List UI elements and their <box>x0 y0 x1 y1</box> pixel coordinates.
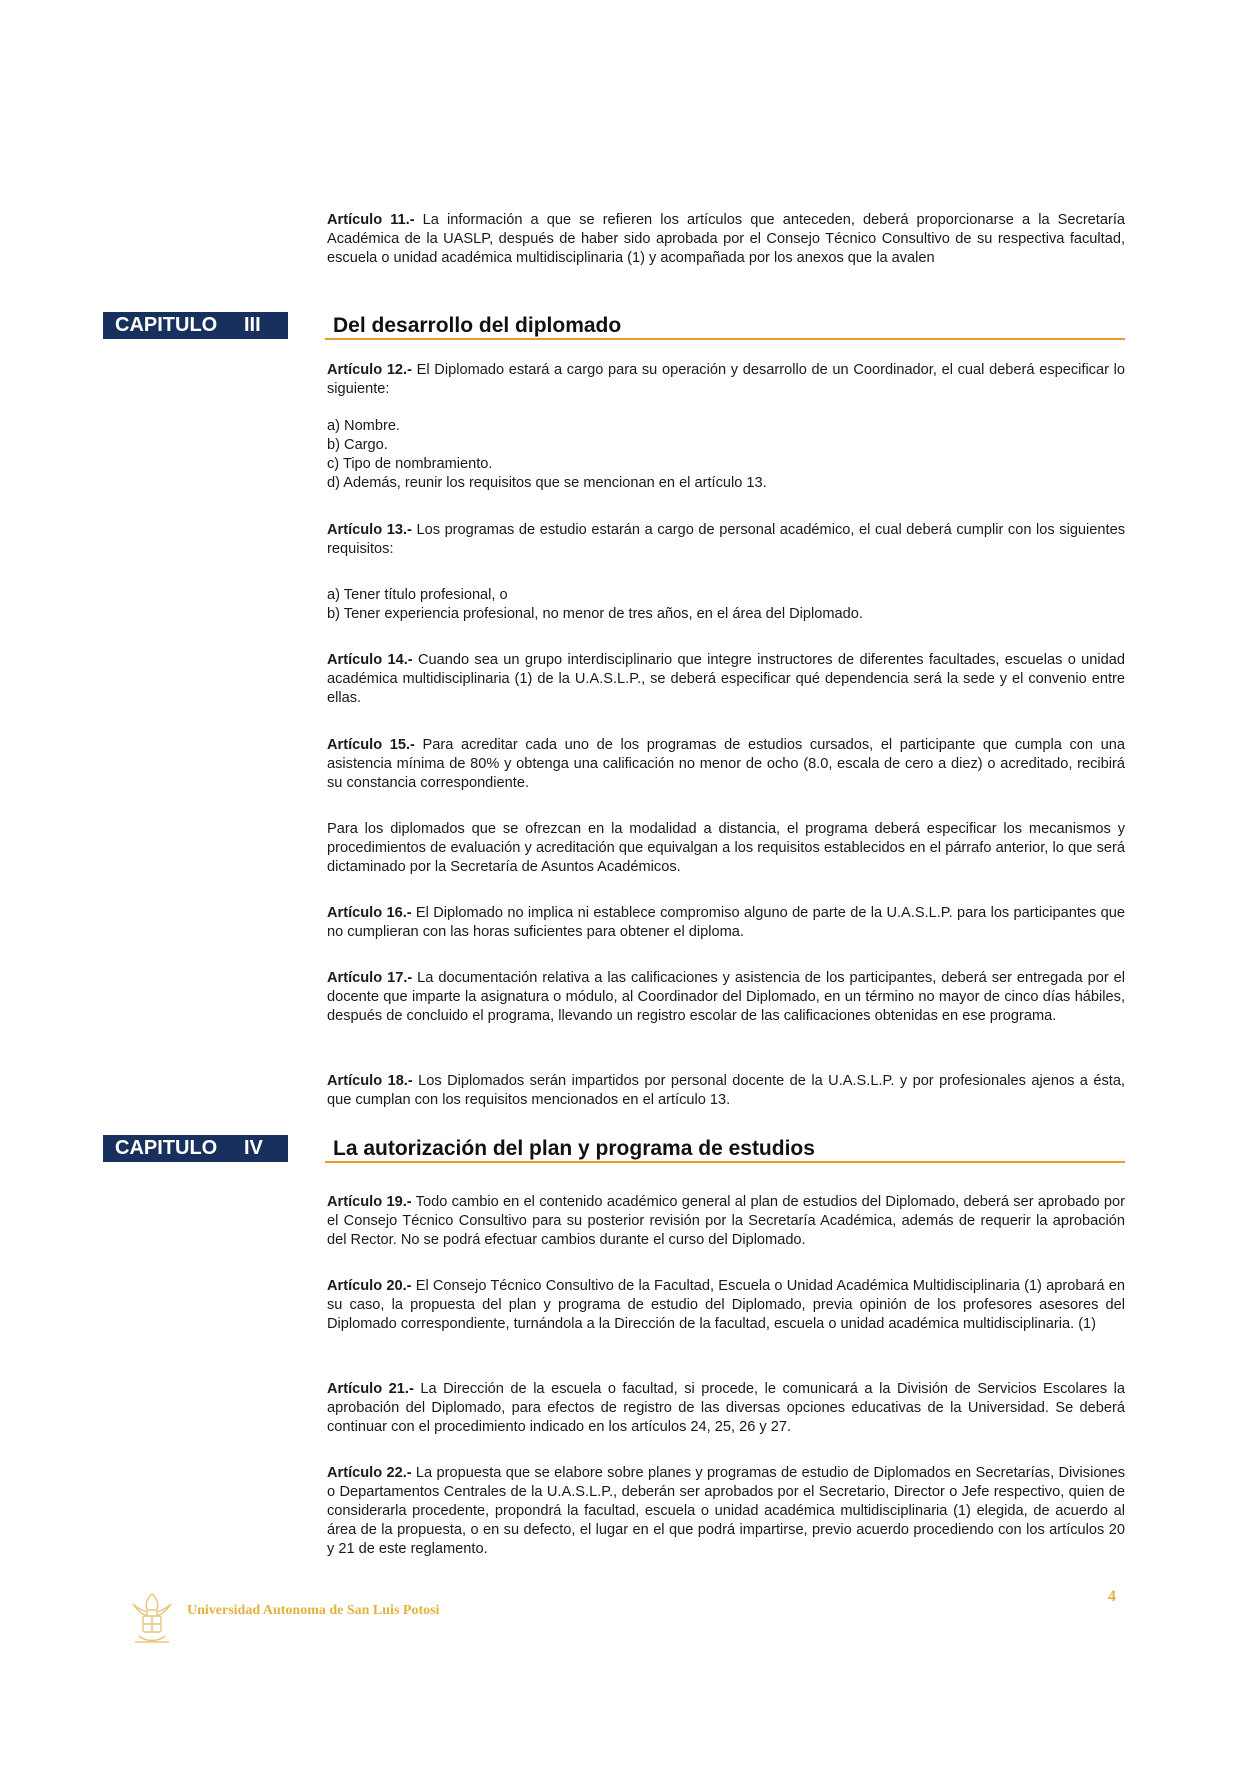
article-label: Artículo 14.- <box>327 652 413 668</box>
chapter-title: La autorización del plan y programa de estudios <box>333 1137 815 1160</box>
page-number: 4 <box>1108 1588 1116 1605</box>
article-21 <box>327 1380 1125 1437</box>
article-label: Artículo 17.- <box>327 970 413 986</box>
article-text: El Diplomado estará a cargo para su operación y desarrollo de un Coordinador, el cual deberá especificar lo siguiente: <box>327 362 1125 397</box>
list-item: a) Tener título profesional, o <box>327 587 508 603</box>
article-13-list <box>327 586 1125 624</box>
article-13 <box>327 521 1125 559</box>
article-16 <box>327 904 1125 942</box>
article-20 <box>327 1277 1125 1334</box>
chapter-number: III <box>244 314 261 336</box>
chapter-3-header <box>103 312 1125 350</box>
article-15 <box>327 736 1125 793</box>
article-label: Artículo 18.- <box>327 1073 413 1089</box>
article-label: Artículo 16.- <box>327 905 412 921</box>
chapter-4-header <box>103 1135 1125 1173</box>
article-label: Artículo 13.- <box>327 522 412 538</box>
article-label: Artículo 20.- <box>327 1278 412 1294</box>
article-text: El Diplomado no implica ni establece compromiso alguno de parte de la U.A.S.L.P. para los participantes que no cumplieran con las horas suficientes para obtener el diploma. <box>327 905 1125 940</box>
article-text: Los programas de estudio estarán a cargo de personal académico, el cual deberá cumplir con los siguientes requisitos: <box>327 522 1125 557</box>
article-label: Artículo 22.- <box>327 1465 412 1481</box>
article-text: La información a que se refieren los artículos que anteceden, deberá proporcionarse a la Secretaría Académica de la UASLP, después de haber sido aprobada por el Consejo Técnico Consultivo de su respectiva facultad, escuela o unidad académica multidisciplinaria (1) y acompañada por los anexos que la avalen <box>327 212 1125 266</box>
article-text: Cuando sea un grupo interdisciplinario que integre instructores de diferentes facultades, escuelas o unidad académica multidisciplinaria (1) de la U.A.S.L.P., se deberá especificar qué dependencia será la sede y el convenio entre ellas. <box>327 652 1125 706</box>
article-22 <box>327 1464 1125 1559</box>
article-17 <box>327 969 1125 1026</box>
chapter-number: IV <box>244 1137 263 1159</box>
university-name: Universidad Autonoma de San Luis Potosi <box>187 1603 440 1618</box>
chapter-label: CAPITULO <box>115 314 218 336</box>
article-text: Los Diplomados serán impartidos por personal docente de la U.A.S.L.P. y por profesionales ajenos a ésta, que cumplan con los requisitos mencionados en el artículo 13. <box>327 1073 1125 1108</box>
list-item: b) Cargo. <box>327 437 388 453</box>
chapter-label-box <box>103 312 288 339</box>
article-label: Artículo 11.- <box>327 212 415 228</box>
article-text: La documentación relativa a las calificaciones y asistencia de los participantes, deberá ser entregada por el docente que imparte la asignatura o módulo, al Coordinador del Diplomado, en un término no mayor de cinco días hábiles, después de concluido el programa, llevando un registro escolar de las calificaciones obtenidas en ese programa. <box>327 970 1125 1024</box>
chapter-title: Del desarrollo del diplomado <box>333 314 622 337</box>
list-item: b) Tener experiencia profesional, no menor de tres años, en el área del Diplomado. <box>327 606 863 622</box>
chapter-rule <box>325 338 1125 340</box>
article-label: Artículo 21.- <box>327 1381 414 1397</box>
article-19 <box>327 1193 1125 1250</box>
list-item: c) Tipo de nombramiento. <box>327 456 493 472</box>
article-text: Todo cambio en el contenido académico general al plan de estudios del Diplomado, deberá ser aprobado por el Consejo Técnico Consultivo para su posterior revisión por la Secretaría Académica, además de requerir la aprobación del Rector. No se podrá efectuar cambios durante el curso del Diplomado. <box>327 1194 1125 1248</box>
article-label: Artículo 12.- <box>327 362 412 378</box>
list-item: d) Además, reunir los requisitos que se mencionan en el artículo 13. <box>327 475 767 491</box>
article-12 <box>327 361 1125 399</box>
article-11 <box>327 211 1125 268</box>
chapter-rule <box>325 1161 1125 1163</box>
article-text: La propuesta que se elabore sobre planes y programas de estudio de Diplomados en Secretarías, Divisiones o Departamentos Centrales de la U.A.S.L.P., deberán ser aprobados por el Secretario, Director o Jefe respectivo, quien de considerarla procedente, propondrá la facultad, escuela o unidad académica multidisciplinaria (1) elegida, de acuerdo al área de la propuesta, o en su defecto, el lugar en el que podrá impartirse, previo acuerdo procediendo con los artículos 20 y 21 de este reglamento. <box>327 1465 1125 1557</box>
list-item: a) Nombre. <box>327 418 400 434</box>
article-text: El Consejo Técnico Consultivo de la Facultad, Escuela o Unidad Académica Multidisciplinaria (1) aprobará en su caso, la propuesta del plan y programa de estudio del Diplomado, previa opinión de los profesores asesores del Diplomado correspondiente, turnándola a la Dirección de la facultad, escuela o unidad académica multidisciplinaria. (1) <box>327 1278 1125 1332</box>
article-label: Artículo 19.- <box>327 1194 412 1210</box>
chapter-label: CAPITULO <box>115 1137 218 1159</box>
article-12-list <box>327 417 1125 493</box>
chapter-label-box <box>103 1135 288 1162</box>
article-text: Para acreditar cada uno de los programas de estudios cursados, el participante que cumpla con una asistencia mínima de 80% y obtenga una calificación no menor de ocho (8.0, escala de cero a diez) o acreditado, recibirá su constancia correspondiente. <box>327 737 1125 791</box>
article-18 <box>327 1072 1125 1110</box>
article-text: La Dirección de la escuela o facultad, si procede, le comunicará a la División de Servicios Escolares la aprobación del Diplomado, para efectos de registro de las diversas opciones educativas de la Universidad. Se deberá continuar con el procedimiento indicado en los artículos 24, 25, 26 y 27. <box>327 1381 1126 1435</box>
article-label: Artículo 15.- <box>327 737 415 753</box>
article-15-extra: Para los diplomados que se ofrezcan en la modalidad a distancia, el programa deberá especificar los mecanismos y procedimientos de evaluación y acreditación que equivalgan a los requisitos establecidos en el párrafo anterior, lo que será dictaminado por la Secretaría de Asuntos Académicos. <box>327 821 1125 875</box>
university-crest-icon <box>127 1590 177 1646</box>
article-14 <box>327 651 1125 708</box>
